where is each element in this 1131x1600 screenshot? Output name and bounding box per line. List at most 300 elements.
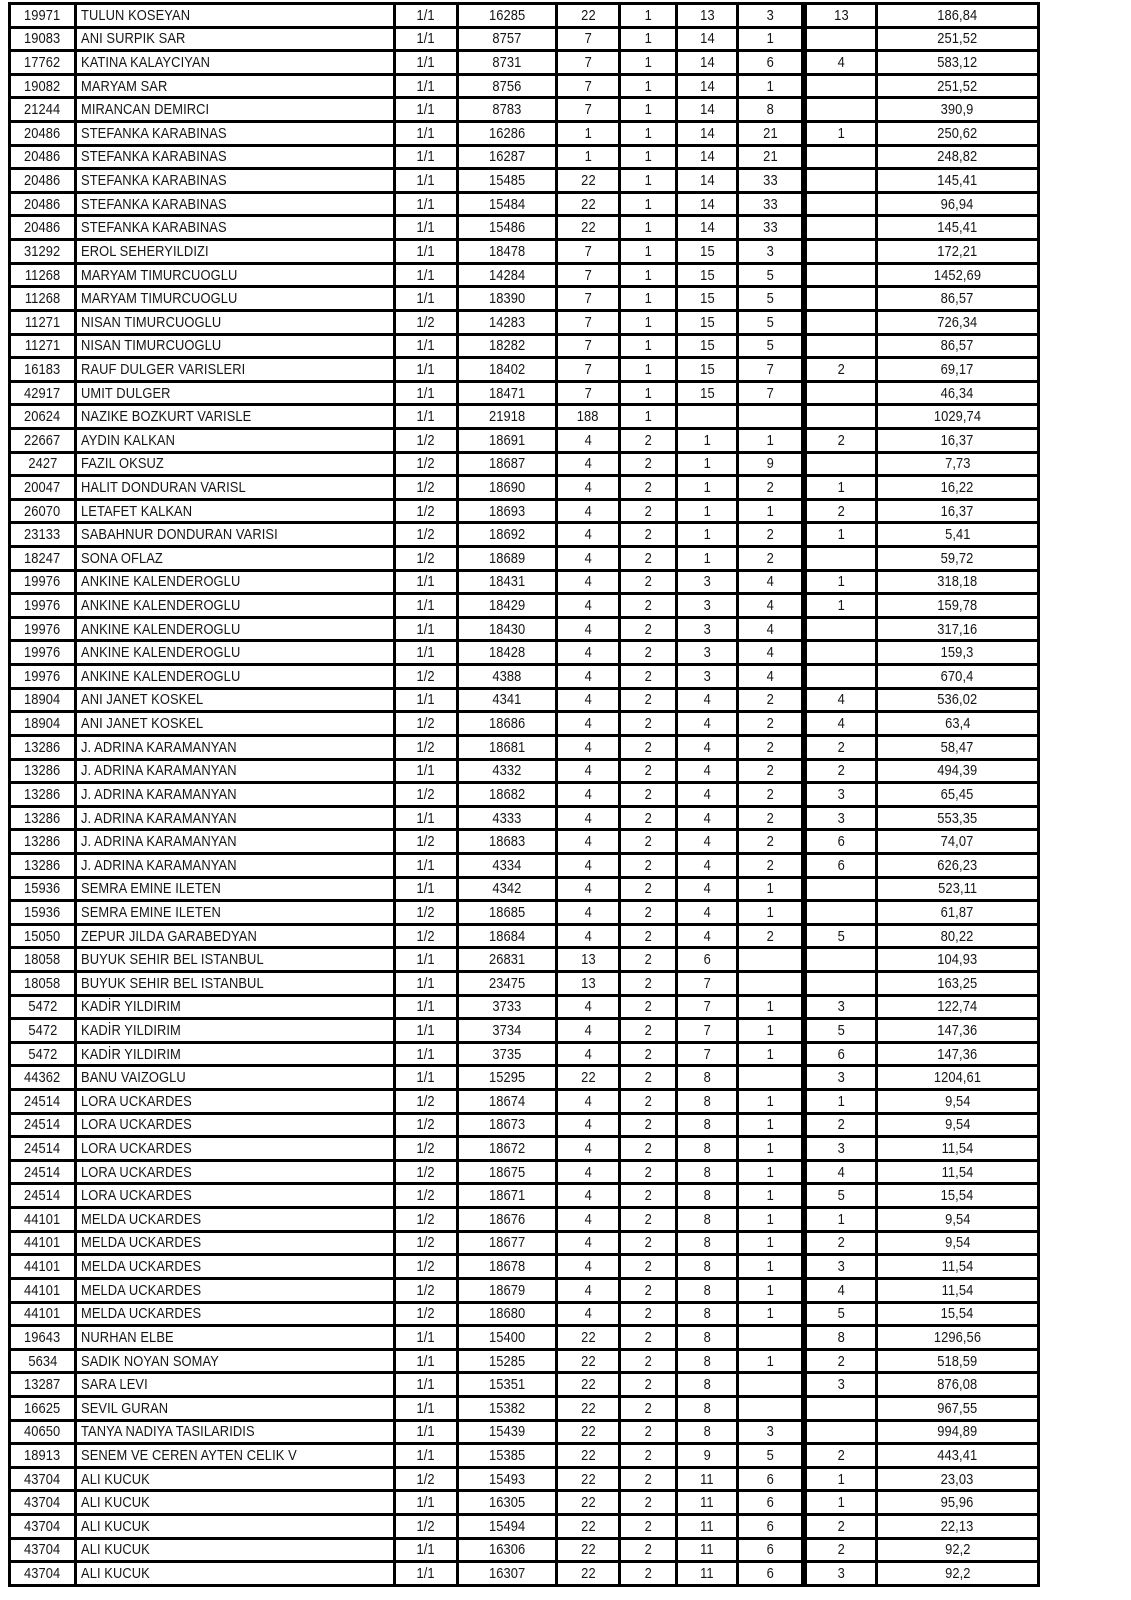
cell-text: 15,54: [941, 1187, 974, 1205]
cell-num-5: [807, 524, 878, 545]
cell-text: 19976: [24, 620, 61, 638]
cell-num-2: [621, 383, 678, 404]
table-row: [11, 1327, 1037, 1351]
cell-text: 2: [837, 1541, 845, 1559]
cell-text: 2: [644, 431, 652, 449]
cell-text: 1/2: [416, 927, 436, 945]
cell-amount: [878, 784, 1037, 805]
cell-owner-id: [11, 949, 77, 970]
cell-text: 6: [766, 54, 774, 72]
cell-owner-id: [11, 831, 77, 852]
cell-text: 40650: [24, 1423, 61, 1441]
cell-share: [396, 997, 459, 1018]
cell-text: 5: [766, 266, 774, 284]
cell-text: 19976: [24, 667, 61, 685]
cell-num-1: [558, 1067, 621, 1088]
cell-num-3: [678, 1020, 739, 1041]
cell-num-2: [621, 454, 678, 475]
cell-num-2: [621, 1233, 678, 1254]
cell-text: 1: [644, 219, 652, 237]
cell-num-5: [807, 831, 878, 852]
cell-text: 4: [703, 927, 711, 945]
cell-num-3: [678, 501, 739, 522]
cell-amount: [878, 548, 1037, 569]
cell-num-2: [621, 1185, 678, 1206]
cell-text: 1/1: [416, 1022, 436, 1039]
table-row: [11, 1422, 1037, 1446]
cell-text: 18431: [488, 573, 526, 591]
cell-owner-name: [77, 1469, 396, 1490]
cell-text: ANKINE KALENDEROGLU: [81, 644, 241, 662]
cell-text: NISAN TIMURCUOGLU: [81, 337, 222, 355]
cell-num-1: [558, 690, 621, 711]
cell-text: 1/1: [416, 1399, 436, 1417]
cell-text: 3: [766, 242, 774, 260]
cell-text: 1/2: [416, 526, 436, 544]
cell-num-5: [807, 1422, 878, 1443]
cell-num-3: [678, 76, 739, 97]
cell-text: 1: [644, 242, 652, 260]
cell-record-no: [459, 147, 558, 168]
cell-num-3: [678, 690, 739, 711]
cell-text: 18675: [488, 1163, 526, 1181]
cell-num-2: [621, 1020, 678, 1041]
cell-num-2: [621, 713, 678, 734]
cell-text: 15285: [488, 1352, 526, 1370]
cell-num-2: [621, 76, 678, 97]
cell-share: [396, 288, 459, 309]
cell-text: 15,54: [941, 1305, 974, 1323]
cell-text: SEMRA EMINE ILETEN: [81, 903, 221, 921]
cell-owner-id: [11, 76, 77, 97]
cell-num-4: [739, 1422, 807, 1443]
cell-owner-name: [77, 1067, 396, 1088]
cell-amount: [878, 1067, 1037, 1088]
cell-num-1: [558, 1516, 621, 1537]
records-table: [8, 2, 1040, 1587]
cell-num-4: [739, 572, 807, 593]
cell-num-5: [807, 52, 878, 73]
cell-text: 58,47: [941, 738, 974, 756]
cell-text: SARA LEVI: [81, 1376, 148, 1394]
cell-num-5: [807, 5, 878, 26]
cell-share: [396, 761, 459, 782]
cell-text: 2: [644, 667, 652, 685]
cell-amount: [878, 1327, 1037, 1348]
cell-text: 4: [584, 1045, 592, 1063]
cell-owner-name: [77, 548, 396, 569]
cell-text: 11268: [24, 266, 61, 284]
cell-text: 2: [837, 738, 845, 756]
cell-num-3: [678, 572, 739, 593]
cell-text: 9,54: [944, 1116, 971, 1134]
cell-record-no: [459, 454, 558, 475]
cell-text: 2: [644, 880, 652, 898]
cell-text: 1/2: [416, 502, 436, 520]
cell-amount: [878, 383, 1037, 404]
cell-num-2: [621, 737, 678, 758]
cell-text: BUYUK SEHIR BEL ISTANBUL: [81, 974, 264, 992]
cell-text: BANU VAIZOGLU: [81, 1069, 186, 1087]
cell-owner-id: [11, 123, 77, 144]
cell-num-1: [558, 1492, 621, 1513]
cell-num-5: [807, 1138, 878, 1159]
cell-num-3: [678, 383, 739, 404]
cell-num-3: [678, 926, 739, 947]
cell-num-5: [807, 1280, 878, 1301]
table-row: [11, 29, 1037, 53]
cell-text: 4: [766, 667, 774, 685]
cell-num-3: [678, 949, 739, 970]
cell-owner-name: [77, 572, 396, 593]
cell-num-4: [739, 690, 807, 711]
cell-text: 19976: [24, 573, 61, 591]
cell-text: SENEM VE CEREN AYTEN CELIK V: [81, 1446, 297, 1464]
cell-text: 2: [837, 431, 845, 449]
cell-text: 4: [766, 620, 774, 638]
cell-text: 22: [580, 1069, 596, 1087]
cell-text: 2: [644, 1376, 652, 1394]
cell-num-4: [739, 1398, 807, 1419]
cell-num-4: [739, 477, 807, 498]
cell-num-2: [621, 1445, 678, 1466]
cell-text: 1: [644, 30, 652, 48]
cell-num-1: [558, 336, 621, 357]
cell-text: 8757: [492, 30, 522, 48]
cell-text: 122,74: [937, 998, 978, 1016]
cell-owner-name: [77, 430, 396, 451]
cell-amount: [878, 1209, 1037, 1230]
cell-num-4: [739, 1233, 807, 1254]
cell-text: 4: [584, 526, 592, 544]
cell-text: 2: [644, 1116, 652, 1134]
cell-amount: [878, 808, 1037, 829]
cell-num-4: [739, 383, 807, 404]
cell-text: 18672: [488, 1140, 526, 1158]
cell-num-2: [621, 1563, 678, 1584]
cell-owner-name: [77, 1280, 396, 1301]
cell-text: 4: [703, 715, 711, 733]
cell-text: 14: [699, 77, 715, 95]
cell-amount: [878, 123, 1037, 144]
cell-amount: [878, 1374, 1037, 1395]
cell-text: 18680: [488, 1305, 526, 1323]
cell-text: 4: [703, 762, 711, 780]
cell-text: 2: [766, 856, 774, 874]
cell-text: 22: [580, 195, 596, 213]
cell-record-no: [459, 1138, 558, 1159]
cell-num-2: [621, 477, 678, 498]
cell-num-3: [678, 29, 739, 50]
cell-text: 44101: [24, 1281, 61, 1299]
cell-text: KADİR YILDIRIM: [81, 1022, 181, 1039]
table-row: [11, 1516, 1037, 1540]
cell-num-1: [558, 1422, 621, 1443]
cell-text: 2: [644, 573, 652, 591]
cell-text: 1: [837, 1092, 845, 1110]
table-row: [11, 288, 1037, 312]
cell-text: 2: [644, 1470, 652, 1488]
cell-text: 553,35: [937, 809, 978, 827]
cell-record-no: [459, 1516, 558, 1537]
cell-amount: [878, 29, 1037, 50]
cell-num-3: [678, 265, 739, 286]
cell-num-2: [621, 217, 678, 238]
cell-share: [396, 1327, 459, 1348]
cell-record-no: [459, 1327, 558, 1348]
cell-text: 2: [644, 856, 652, 874]
cell-text: 2: [644, 998, 652, 1016]
cell-share: [396, 808, 459, 829]
cell-text: 2: [644, 1069, 652, 1087]
cell-text: 2: [837, 360, 845, 378]
cell-amount: [878, 1445, 1037, 1466]
cell-text: 1: [837, 1210, 845, 1228]
cell-num-5: [807, 713, 878, 734]
cell-text: 2: [644, 715, 652, 733]
cell-num-1: [558, 501, 621, 522]
cell-record-no: [459, 997, 558, 1018]
cell-text: 159,78: [937, 597, 978, 615]
cell-owner-id: [11, 1233, 77, 1254]
cell-text: 22: [580, 1446, 596, 1464]
cell-num-4: [739, 1469, 807, 1490]
cell-text: 7: [584, 242, 592, 260]
cell-amount: [878, 855, 1037, 876]
cell-num-1: [558, 1138, 621, 1159]
cell-record-no: [459, 1374, 558, 1395]
cell-text: 4: [584, 431, 592, 449]
cell-text: 24514: [24, 1140, 61, 1158]
cell-record-no: [459, 690, 558, 711]
cell-num-3: [678, 1351, 739, 1372]
cell-record-no: [459, 123, 558, 144]
cell-text: BUYUK SEHIR BEL ISTANBUL: [81, 951, 264, 969]
cell-text: 11268: [24, 290, 61, 308]
cell-owner-id: [11, 595, 77, 616]
cell-text: 14284: [488, 266, 526, 284]
cell-num-4: [739, 501, 807, 522]
cell-num-5: [807, 548, 878, 569]
cell-text: 7: [584, 54, 592, 72]
cell-text: 4: [766, 644, 774, 662]
cell-text: 18687: [488, 455, 526, 473]
cell-num-3: [678, 123, 739, 144]
cell-text: 5: [766, 313, 774, 331]
cell-text: 44101: [24, 1305, 61, 1323]
cell-amount: [878, 1304, 1037, 1325]
cell-text: ALI KUCUK: [81, 1470, 150, 1488]
cell-text: 19082: [24, 77, 61, 95]
cell-text: 19976: [24, 597, 61, 615]
cell-text: 8731: [492, 54, 522, 72]
cell-num-3: [678, 430, 739, 451]
cell-text: 2: [644, 927, 652, 945]
cell-text: 7: [584, 101, 592, 119]
cell-text: 13286: [24, 833, 61, 851]
cell-text: 24514: [24, 1116, 61, 1134]
cell-owner-name: [77, 241, 396, 262]
cell-text: SABAHNUR DONDURAN VARISI: [81, 526, 278, 544]
cell-num-4: [739, 642, 807, 663]
cell-text: 1: [703, 502, 711, 520]
cell-num-2: [621, 1209, 678, 1230]
cell-owner-id: [11, 1185, 77, 1206]
cell-num-3: [678, 761, 739, 782]
cell-text: 2: [644, 1092, 652, 1110]
cell-text: 86,57: [941, 337, 974, 355]
cell-share: [396, 52, 459, 73]
cell-text: 8: [703, 1423, 711, 1441]
cell-text: 1/1: [416, 172, 436, 190]
cell-owner-name: [77, 265, 396, 286]
cell-num-3: [678, 1563, 739, 1584]
cell-text: 1/1: [416, 384, 436, 402]
cell-text: 33: [762, 195, 778, 213]
cell-text: ANI SURPIK SAR: [81, 30, 186, 48]
cell-num-1: [558, 902, 621, 923]
cell-text: 19643: [24, 1328, 61, 1346]
table-row: [11, 737, 1037, 761]
cell-text: 7,73: [944, 455, 971, 473]
cell-num-1: [558, 312, 621, 333]
cell-num-1: [558, 123, 621, 144]
cell-num-5: [807, 879, 878, 900]
cell-owner-name: [77, 1540, 396, 1561]
cell-num-3: [678, 1138, 739, 1159]
cell-text: 6: [837, 856, 845, 874]
cell-share: [396, 477, 459, 498]
cell-num-5: [807, 1067, 878, 1088]
cell-text: 11: [700, 1517, 714, 1535]
cell-amount: [878, 1351, 1037, 1372]
table-row: [11, 1445, 1037, 1469]
cell-record-no: [459, 642, 558, 663]
cell-amount: [878, 595, 1037, 616]
cell-share: [396, 1374, 459, 1395]
cell-owner-id: [11, 1351, 77, 1372]
cell-owner-name: [77, 784, 396, 805]
cell-text: 2: [766, 526, 774, 544]
table-row: [11, 642, 1037, 666]
cell-num-1: [558, 619, 621, 640]
cell-text: 17762: [24, 54, 61, 72]
cell-text: 59,72: [941, 549, 974, 567]
cell-text: 318,18: [937, 573, 978, 591]
cell-text: 8: [703, 1376, 711, 1394]
cell-num-2: [621, 690, 678, 711]
cell-num-5: [807, 973, 878, 994]
cell-text: 11: [700, 1541, 714, 1559]
cell-num-5: [807, 1044, 878, 1065]
cell-num-4: [739, 1091, 807, 1112]
cell-text: 1/1: [416, 6, 436, 24]
cell-num-3: [678, 1115, 739, 1136]
cell-record-no: [459, 808, 558, 829]
cell-record-no: [459, 926, 558, 947]
cell-num-4: [739, 99, 807, 120]
cell-amount: [878, 642, 1037, 663]
cell-text: 19976: [24, 644, 61, 662]
cell-num-5: [807, 241, 878, 262]
cell-text: 1/2: [416, 1517, 436, 1535]
cell-share: [396, 406, 459, 427]
cell-num-4: [739, 855, 807, 876]
cell-text: 3: [837, 1565, 845, 1583]
cell-owner-name: [77, 1374, 396, 1395]
table-row: [11, 1351, 1037, 1375]
cell-num-4: [739, 1044, 807, 1065]
cell-record-no: [459, 1304, 558, 1325]
cell-num-5: [807, 1091, 878, 1112]
cell-share: [396, 831, 459, 852]
cell-num-5: [807, 690, 878, 711]
cell-num-5: [807, 1209, 878, 1230]
cell-amount: [878, 572, 1037, 593]
cell-text: 13286: [24, 785, 61, 803]
cell-text: 7: [703, 1045, 711, 1063]
cell-num-2: [621, 5, 678, 26]
cell-text: TANYA NADIYA TASILARIDIS: [81, 1423, 255, 1441]
cell-share: [396, 548, 459, 569]
cell-num-1: [558, 477, 621, 498]
cell-text: 2: [644, 1210, 652, 1228]
cell-amount: [878, 619, 1037, 640]
cell-text: 1: [644, 313, 652, 331]
cell-text: 43704: [24, 1541, 61, 1559]
cell-num-3: [678, 973, 739, 994]
cell-amount: [878, 406, 1037, 427]
cell-text: 44101: [24, 1258, 61, 1276]
table-row: [11, 359, 1037, 383]
cell-owner-name: [77, 217, 396, 238]
cell-text: 16,37: [941, 502, 974, 520]
cell-num-3: [678, 808, 739, 829]
cell-text: 7: [584, 266, 592, 284]
cell-share: [396, 241, 459, 262]
cell-text: 1: [766, 1210, 774, 1228]
cell-share: [396, 1233, 459, 1254]
cell-num-4: [739, 406, 807, 427]
cell-num-2: [621, 1304, 678, 1325]
cell-text: 9: [703, 1446, 711, 1464]
cell-text: 16,22: [941, 478, 974, 496]
cell-owner-name: [77, 1256, 396, 1277]
cell-text: 44101: [24, 1234, 61, 1252]
cell-text: NURHAN ELBE: [81, 1328, 174, 1346]
cell-text: TULUN KOSEYAN: [81, 6, 191, 24]
cell-text: 1/1: [416, 266, 436, 284]
cell-num-4: [739, 879, 807, 900]
cell-text: 5: [837, 927, 845, 945]
cell-text: 1/1: [416, 620, 436, 638]
cell-text: 1: [766, 1045, 774, 1063]
cell-text: 22: [580, 1399, 596, 1417]
cell-owner-id: [11, 642, 77, 663]
cell-num-4: [739, 1209, 807, 1230]
cell-owner-name: [77, 524, 396, 545]
cell-text: 172,21: [937, 242, 978, 260]
cell-text: 16305: [488, 1494, 526, 1512]
cell-text: 11,54: [941, 1140, 974, 1158]
cell-text: 2: [837, 502, 845, 520]
cell-owner-id: [11, 170, 77, 191]
cell-num-2: [621, 761, 678, 782]
cell-text: 1/1: [416, 1494, 436, 1512]
cell-text: 18690: [488, 478, 526, 496]
cell-num-1: [558, 1469, 621, 1490]
cell-text: 5,41: [944, 526, 971, 544]
